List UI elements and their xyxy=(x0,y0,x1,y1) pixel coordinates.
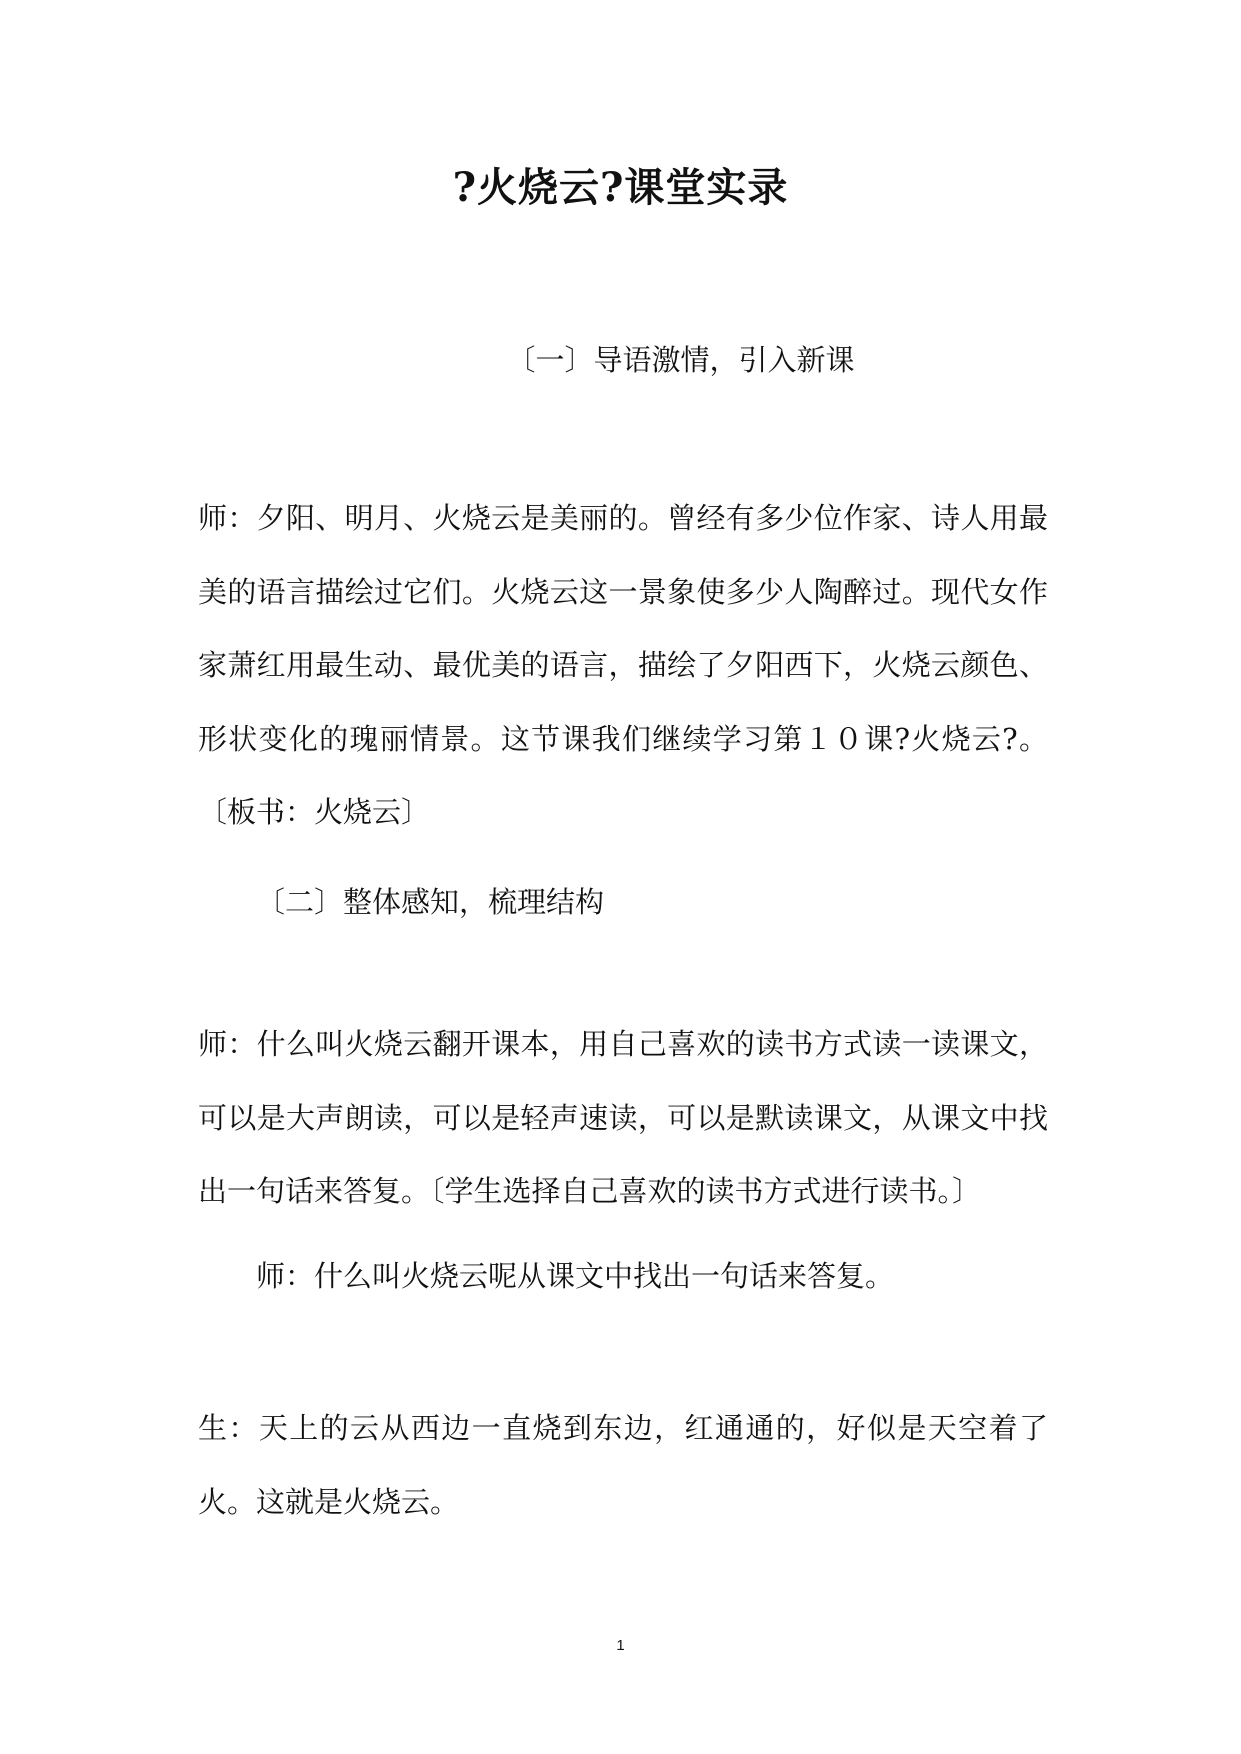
section-heading-2: 〔二〕整体感知，梳理结构 xyxy=(256,885,605,919)
page-number: 1 xyxy=(616,1637,625,1654)
paragraph-teacher-question: 师：什么叫火烧云翻开课本，用自己喜欢的读书方式读一读课文，可以是大声朗读，可以是轻声速读，可以是默读课文，从课文中找出一句话来答复。〔学生选择自己喜欢的读书方式进行读书。〕 xyxy=(198,1027,1048,1208)
paragraph-teacher-followup: 师：什么叫火烧云呢从课文中找出一句话来答复。 xyxy=(256,1259,895,1293)
section-heading-1: 〔一〕导语激情，引入新课 xyxy=(506,343,855,377)
paragraph-student-answer: 生：天上的云从西边一直烧到东边，红通通的，好似是天空着了火。这就是火烧云。 xyxy=(198,1411,1048,1519)
document-title: ?火烧云?课堂实录 xyxy=(452,164,789,211)
paragraph-teacher-intro: 师：夕阳、明月、火烧云是美丽的。曾经有多少位作家、诗人用最美的语言描绘过它们。火烧云这一景象使多少人陶醉过。现代女作家萧红用最生动、最优美的语言，描绘了夕阳西下，火烧云颜色、形状变化的瑰丽情景。这节课我们继续学习第１０课?火烧云?。〔板书：火烧云〕 xyxy=(198,501,1048,829)
